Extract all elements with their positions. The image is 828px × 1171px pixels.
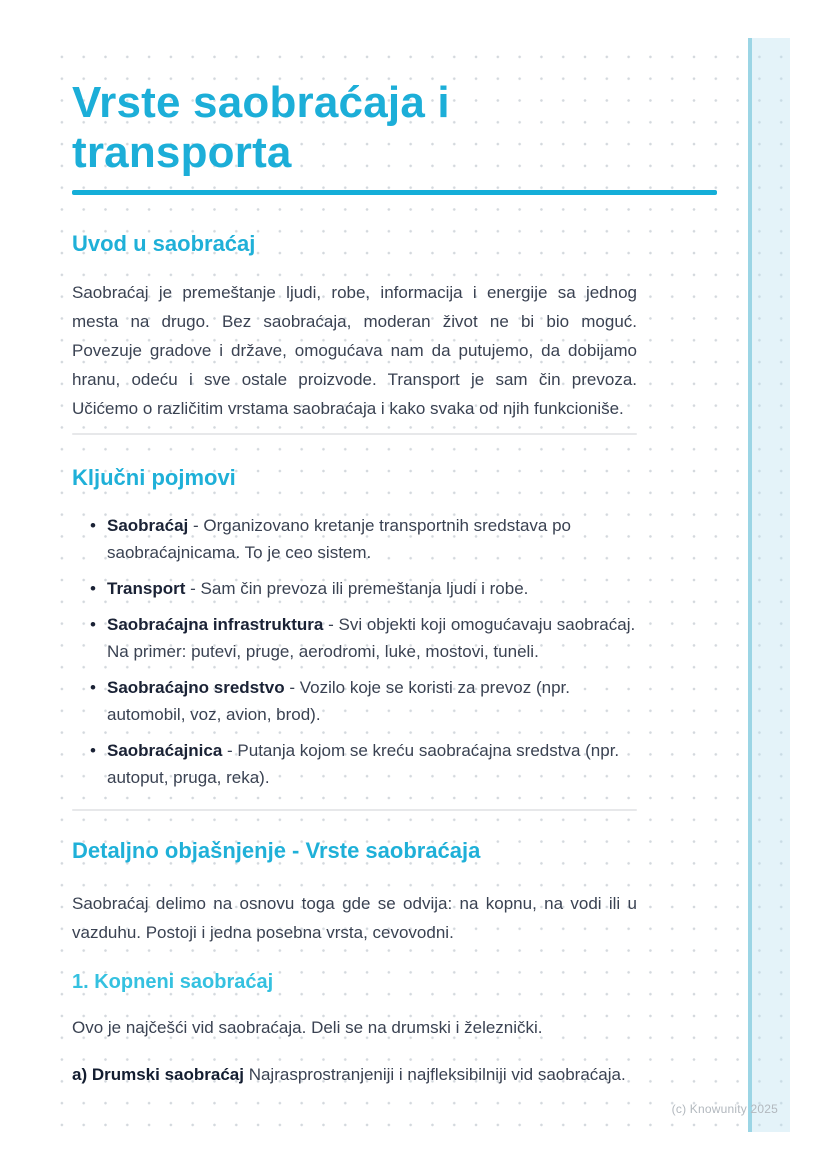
list-item xyxy=(90,512,652,566)
term-label: Saobraćajnica xyxy=(107,741,223,760)
list-item xyxy=(90,674,652,728)
term-definition: - Vozilo koje se koristi za prevoz (npr. automobil, voz, avion, brod). xyxy=(107,678,570,724)
point-text: Najrasprostranjeniji i najfleksibilniji vid saobraćaja. xyxy=(248,1065,626,1084)
page-title-line1: Vrste saobraćaja i xyxy=(72,78,450,127)
kopneni-paragraph: Ovo je najčešći vid saobraćaja. Deli se na drumski i železnički. xyxy=(72,1018,543,1037)
list-item xyxy=(90,611,652,665)
side-accent-band xyxy=(752,38,790,1132)
section-divider xyxy=(72,809,637,811)
intro-paragraph: Saobraćaj je premeštanje ljudi, robe, informacija i energije sa jednog mesta na drugo. Bez saobraćaja, moderan život ne bi bio moguć. Povezuje gradove i države, omogućava nam da putujemo, da dobijamo hranu, odeću i sve ostale proizvode. Transport je sam čin prevoza. Učićemo o različitim vrstama saobraćaja i kako svaka od njih funkcioniše. xyxy=(72,283,637,418)
bullet-icon: • xyxy=(90,579,96,598)
bullet-icon: • xyxy=(90,516,96,535)
page-title xyxy=(72,78,717,178)
bullet-icon: • xyxy=(90,678,96,697)
list-item xyxy=(90,737,652,791)
section-divider xyxy=(72,433,637,435)
term-label: Transport xyxy=(107,579,186,598)
key-terms-list xyxy=(72,512,652,791)
point-paragraph xyxy=(72,1060,637,1089)
list-item xyxy=(90,575,652,602)
term-label: Saobraćaj xyxy=(107,516,189,535)
copyright-note: (c) Knowunity 2025 xyxy=(671,1102,778,1116)
term-definition: - Putanja kojom se kreću saobraćajna sredstva (npr. autoput, pruga, reka). xyxy=(107,741,620,787)
term-definition: - Sam čin prevoza ili premeštanja ljudi i robe. xyxy=(190,579,529,598)
page-title-line2: transporta xyxy=(72,128,292,177)
title-underline xyxy=(72,190,717,195)
page-content xyxy=(72,38,717,1089)
bullet-icon: • xyxy=(90,615,96,634)
term-label: Saobraćajna infrastruktura xyxy=(107,615,324,634)
term-definition: - Organizovano kretanje transportnih sredstava po saobraćajnicama. To je ceo sistem. xyxy=(107,516,571,562)
bullet-icon: • xyxy=(90,741,96,760)
term-label: Saobraćajno sredstvo xyxy=(107,678,285,697)
section-heading-key-terms: Ključni pojmovi xyxy=(72,465,236,490)
section-heading-detailed: Detaljno objašnjenje - Vrste saobraćaja xyxy=(72,838,481,863)
notes-page xyxy=(45,38,790,1132)
subsection-heading-kopneni: 1. Kopneni saobraćaj xyxy=(72,971,274,993)
section-heading-intro: Uvod u saobraćaj xyxy=(72,231,256,256)
term-definition: - Svi objekti koji omogućavaju saobraćaj. Na primer: putevi, pruge, aerodromi, luke, mostovi, tuneli. xyxy=(107,615,636,661)
point-label: a) Drumski saobraćaj xyxy=(72,1065,244,1084)
detailed-paragraph: Saobraćaj delimo na osnovu toga gde se odvija: na kopnu, na vodi ili u vazduhu. Postoji i jedna posebna vrsta, cevovodni. xyxy=(72,894,637,942)
